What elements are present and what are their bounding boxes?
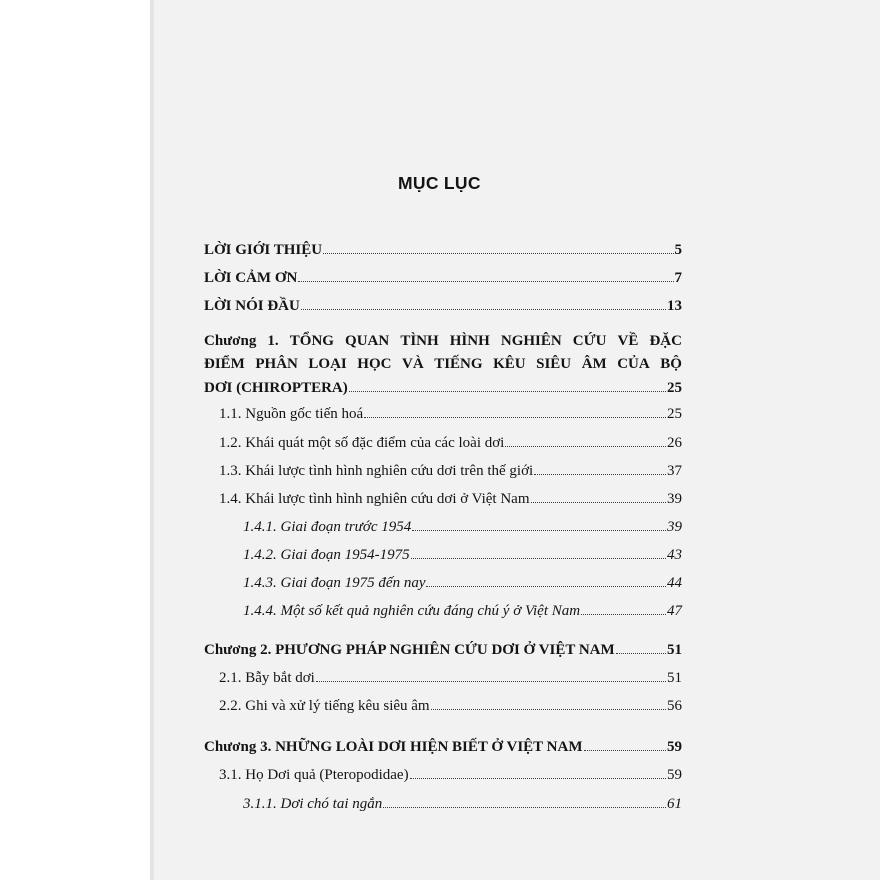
toc-entry-page: 7 [674,270,682,286]
toc-section-2-1 [219,668,682,686]
toc-entry-page: 39 [667,491,682,507]
toc-entry-page: 13 [667,298,682,314]
toc-entry-acknowledgements [204,268,682,286]
toc-entry-label: LỜI CẢM ƠN [204,270,298,286]
heading-word: KÊU [493,356,526,372]
dot-leader [298,268,673,282]
toc-entry-page: 39 [667,519,682,535]
toc-entry-label: Chương 3. NHỮNG LOÀI DƠI HIỆN BIẾT Ở VIỆT NAM [204,739,583,755]
toc-entry-label: LỜI GIỚI THIỆU [204,242,323,258]
toc-entry-label: DƠI (CHIROPTERA) [204,380,348,396]
toc-entry-label: 1.4.1. Giai đoạn trước 1954 [243,519,412,535]
heading-word: BỘ [660,356,682,372]
toc-entry-page: 59 [667,767,682,783]
toc-entry-label: LỜI NÓI ĐẦU [204,298,300,314]
toc-entry-page: 56 [667,698,682,714]
toc-entry-label: 1.4. Khái lược tình hình nghiên cứu dơi ở Việt Nam [219,491,530,507]
toc-entry-label: 1.4.3. Giai đoạn 1975 đến nay [243,575,426,591]
toc-subsection-1-4-1 [243,517,682,535]
heading-word: VỀ [617,333,639,349]
dot-leader [412,517,666,531]
dot-leader [534,461,666,475]
toc-entry-label: Chương 2. PHƯƠNG PHÁP NGHIÊN CỨU DƠI Ở VIỆT NAM [204,642,615,658]
toc-entry-page: 51 [667,642,682,658]
chapter1-heading-line2 [204,355,682,373]
toc-entry-label: 1.4.2. Giai đoạn 1954-1975 [243,547,410,563]
dot-leader [410,765,666,779]
heading-word: VÀ [401,356,424,372]
toc-entry-page: 51 [667,670,682,686]
toc-entry-page: 37 [667,463,682,479]
dot-leader [584,737,667,751]
heading-word: CỨU [572,333,607,349]
chapter1-heading-line1 [204,332,682,350]
toc-entry-page: 25 [667,380,682,396]
toc-entry-label: 1.4.4. Một số kết quả nghiên cứu đáng chú ý ở Việt Nam [243,603,581,619]
toc-entry-introduction [204,240,682,258]
heading-word: SIÊU [536,356,572,372]
toc-entry-label: 3.1. Họ Dơi quả (Pteropodidae) [219,767,409,783]
page-spine-edge [150,0,154,880]
heading-word: 1. [267,333,279,349]
toc-subsection-1-4-4 [243,601,682,619]
toc-entry-page: 5 [674,242,682,258]
heading-word: LOẠI [308,356,347,372]
heading-word: QUAN [345,333,390,349]
toc-chapter-2 [204,640,682,658]
toc-entry-page: 26 [667,435,682,451]
toc-section-3-1 [219,765,682,783]
dot-leader [411,545,666,559]
toc-section-2-2 [219,696,682,714]
heading-word: CỦA [617,356,650,372]
dot-leader [505,433,666,447]
heading-word: PHÂN [255,356,298,372]
heading-word: TIẾNG [434,356,483,372]
toc-title: MỤC LỤC [398,173,481,193]
toc-subsection-3-1-1 [243,794,682,812]
dot-leader [364,404,666,418]
toc-entry-page: 59 [667,739,682,755]
dot-leader [616,640,666,654]
dot-leader [426,573,666,587]
toc-entry-preface [204,296,682,314]
toc-entry-page: 44 [667,575,682,591]
heading-word: HỌC [357,356,392,372]
dot-leader [301,296,666,310]
chapter1-heading-line3 [204,378,682,396]
dot-leader [383,794,666,808]
toc-entry-page: 25 [667,406,682,422]
heading-word: ĐẶC [649,333,682,349]
heading-word: NGHIÊN [500,333,562,349]
toc-entry-page: 47 [667,603,682,619]
toc-subsection-1-4-3 [243,573,682,591]
toc-section-1-3 [219,461,682,479]
toc-entry-label: 2.2. Ghi và xử lý tiếng kêu siêu âm [219,698,430,714]
heading-word: ÂM [581,356,607,372]
toc-entry-label: 1.3. Khái lược tình hình nghiên cứu dơi trên thế giới [219,463,534,479]
toc-section-1-4 [219,489,682,507]
heading-word: TỔNG [289,333,334,349]
dot-leader [316,668,666,682]
toc-entry-page: 43 [667,547,682,563]
dot-leader [531,489,666,503]
dot-leader [581,601,666,615]
dot-leader [349,378,666,392]
toc-section-1-1 [219,404,682,422]
dot-leader [323,240,673,254]
toc-chapter-3 [204,737,682,755]
toc-entry-label: 2.1. Bẫy bắt dơi [219,670,315,686]
heading-word: HÌNH [449,333,490,349]
toc-entry-label: 1.2. Khái quát một số đặc điểm của các loài dơi [219,435,505,451]
toc-section-1-2 [219,433,682,451]
dot-leader [431,696,666,710]
toc-entry-label: 1.1. Nguồn gốc tiến hoá [219,406,364,422]
toc-subsection-1-4-2 [243,545,682,563]
heading-word: TÌNH [400,333,439,349]
heading-word: Chương [204,333,257,349]
toc-entry-label: 3.1.1. Dơi chó tai ngắn [243,796,383,812]
heading-word: ĐIỂM [204,356,245,372]
toc-entry-page: 61 [667,796,682,812]
